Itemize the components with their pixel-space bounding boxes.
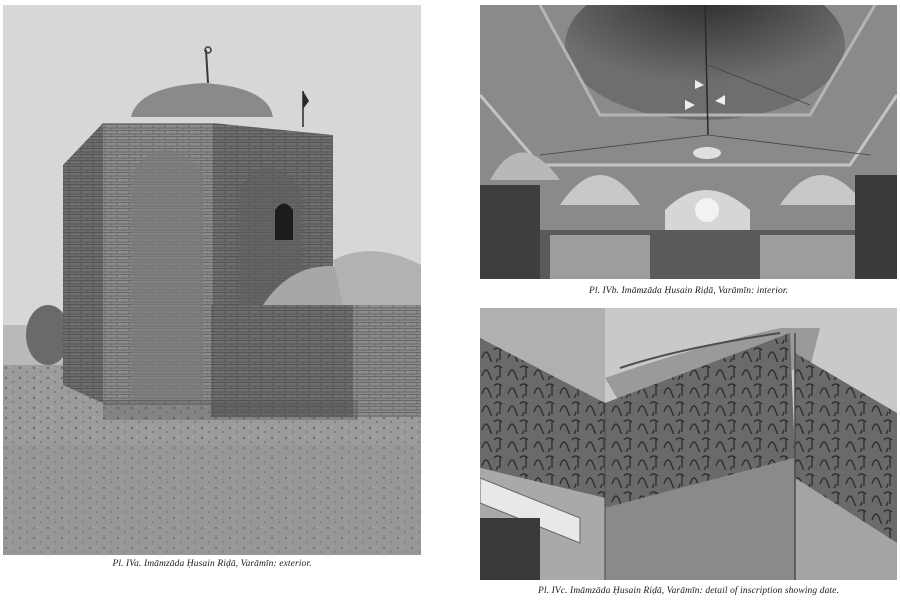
caption-interior: Pl. IVb. Imāmzāda Ḥusain Riḍā, Varāmīn: interior. bbox=[588, 286, 789, 296]
photo-exterior bbox=[3, 5, 421, 555]
photo-inscription-detail bbox=[480, 308, 897, 580]
caption-inscription-detail: Pl. IVc. Imāmzāda Ḥusain Riḍā, Varāmīn: detail of inscription showing date. bbox=[538, 586, 839, 596]
photo-interior bbox=[480, 5, 897, 279]
caption-exterior: Pl. IVa. Imāmzāda Ḥusain Riḍā, Varāmīn: exterior. bbox=[112, 559, 312, 569]
